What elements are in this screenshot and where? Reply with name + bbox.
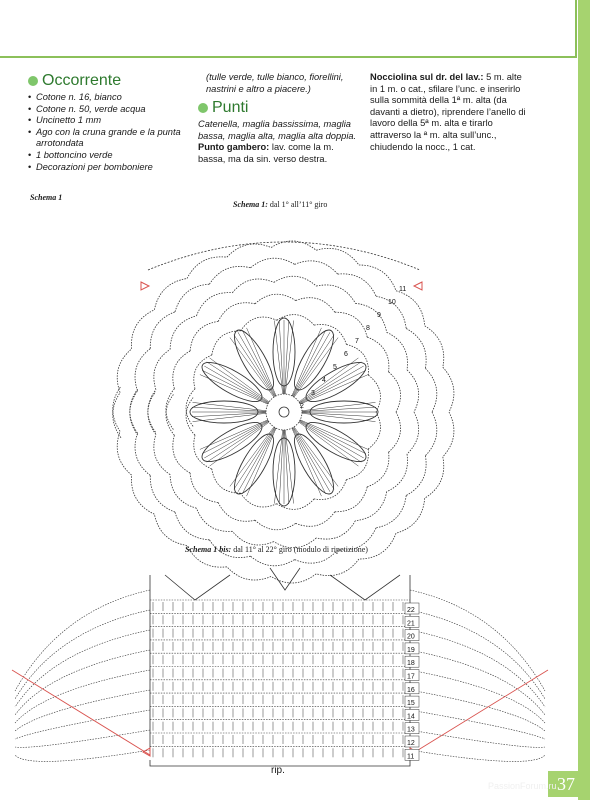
stitch-line [299, 422, 359, 466]
stitch-line [294, 427, 338, 487]
stitch-line [210, 422, 270, 466]
fan-loop [410, 750, 545, 761]
materials-continuation: (tulle verde, tulle bianco, fiorellini, nastrini e altro a piacere.) [206, 72, 344, 94]
row-number: 17 [407, 673, 415, 681]
round-number: 5 [333, 364, 337, 371]
stitch-line [234, 427, 275, 489]
end-marker-icon [414, 282, 422, 290]
center-ring [266, 394, 302, 430]
list-item: • Uncinetto 1 mm [28, 115, 193, 127]
stitch-line [292, 428, 322, 496]
fan-loop [15, 690, 150, 731]
row-number: 14 [407, 713, 415, 721]
fan-loop [15, 610, 150, 699]
stitch-line [294, 335, 335, 397]
stitch-line [300, 420, 366, 453]
row-number: 15 [407, 700, 415, 708]
nocciolina-column: Nocciolina sul dr. del lav.: 5 m. alte in 1 m. o cat., sfilare l’unc. e inserirlo sulla sommità della 1ª m. alta (da davanti a dietro), riprendere l’anello di lavoro della 5ª m. alta e tirarlo attraverso la ª m. alta sull’unc., chiudendo la nocc., 1 cat. [370, 72, 526, 152]
fan-loop [410, 590, 545, 691]
fan-loop [15, 670, 150, 723]
round-number: 6 [344, 351, 348, 358]
fan-loop [15, 630, 150, 707]
schema-tag: Schema 1 [30, 193, 63, 202]
stitch-line [242, 330, 275, 396]
round-number: 7 [355, 338, 359, 345]
fan-loop [410, 690, 545, 731]
round-number: 4 [322, 377, 326, 384]
round-number: 8 [366, 325, 370, 332]
stitch-line [299, 362, 361, 403]
stitch-line [247, 428, 277, 496]
row-number: 22 [407, 607, 415, 614]
stitch-line [242, 428, 275, 494]
chain-arc [148, 242, 420, 270]
fan-loop [15, 590, 150, 691]
fan-loop [410, 710, 545, 739]
list-item: • 1 bottoncino verde [28, 150, 193, 162]
stitch-line [200, 420, 268, 450]
stitch-line [200, 375, 268, 405]
stitch-line [230, 427, 274, 487]
stitch-line [292, 328, 322, 396]
fan-loop [410, 630, 545, 707]
fan-loop [410, 670, 545, 723]
stitch-line [207, 362, 269, 403]
fan-loop [410, 610, 545, 699]
circular-crochet-chart [113, 241, 454, 583]
occorrente-heading: Occorrente [28, 72, 193, 90]
stitch-line [292, 428, 325, 494]
row-number: 12 [407, 740, 415, 747]
stitch-line [210, 358, 270, 402]
stitch-line [247, 328, 277, 396]
stitch-line [292, 330, 325, 396]
repeat-label: rip. [271, 765, 285, 776]
round-number: 2 [300, 403, 304, 410]
stitch-line [202, 370, 268, 403]
round-number: 11 [399, 286, 407, 293]
fan-loop [15, 750, 150, 761]
fan-loop [15, 710, 150, 739]
list-item: • Cotone n. 16, bianco [28, 92, 193, 104]
fan-edge [12, 670, 548, 755]
row-number: 18 [407, 660, 415, 668]
row-number: 21 [407, 620, 415, 628]
round-number: 3 [311, 390, 315, 397]
stitch-line [299, 358, 359, 402]
stitch-line [299, 422, 361, 463]
page-number: 37 [548, 771, 584, 797]
stitch-line [202, 420, 268, 453]
punti-heading: Punti [198, 99, 363, 117]
stitch-line [234, 335, 275, 397]
row-number: 20 [407, 633, 415, 641]
row-number: 13 [407, 726, 415, 734]
round-number: 10 [388, 299, 396, 306]
magic-ring [279, 407, 289, 417]
stitch-line [294, 427, 335, 489]
round-number: 9 [377, 312, 381, 319]
row-number: 11 [407, 753, 415, 761]
grid-edge [150, 575, 410, 755]
list-item: • Ago con la cruna grande e la punta arrotondata [28, 127, 193, 150]
stitch-line [230, 338, 274, 398]
stitches-list: Catenella, maglia bassissima, maglia bassa, maglia alta, maglia alta doppia. [198, 119, 357, 141]
gambero-text-start: Punto gambero: lav. come la m. bassa, ma da sin. verso destra. [198, 142, 334, 164]
stitch-line [207, 422, 269, 463]
row-number: 19 [407, 646, 415, 654]
schema1bis-caption: Schema 1 bis: dal 11° al 22° giro (modulo di ripetizione) [185, 545, 368, 554]
stitch-line [300, 370, 366, 403]
fan-crochet-chart [12, 568, 548, 766]
start-marker-icon [141, 282, 149, 290]
list-item: • Cotone n. 50, verde acqua [28, 104, 193, 116]
top-scallop [165, 575, 400, 600]
schema1-caption: Schema 1: dal 1° all’11° giro [233, 200, 328, 209]
list-item: • Decorazioni per bomboniere [28, 162, 193, 174]
stitch-line [300, 420, 368, 450]
stitch-line [294, 338, 338, 398]
row-number: 16 [407, 686, 415, 694]
watermark: PassionForum.ru [488, 781, 557, 791]
top-scallop [270, 568, 300, 590]
